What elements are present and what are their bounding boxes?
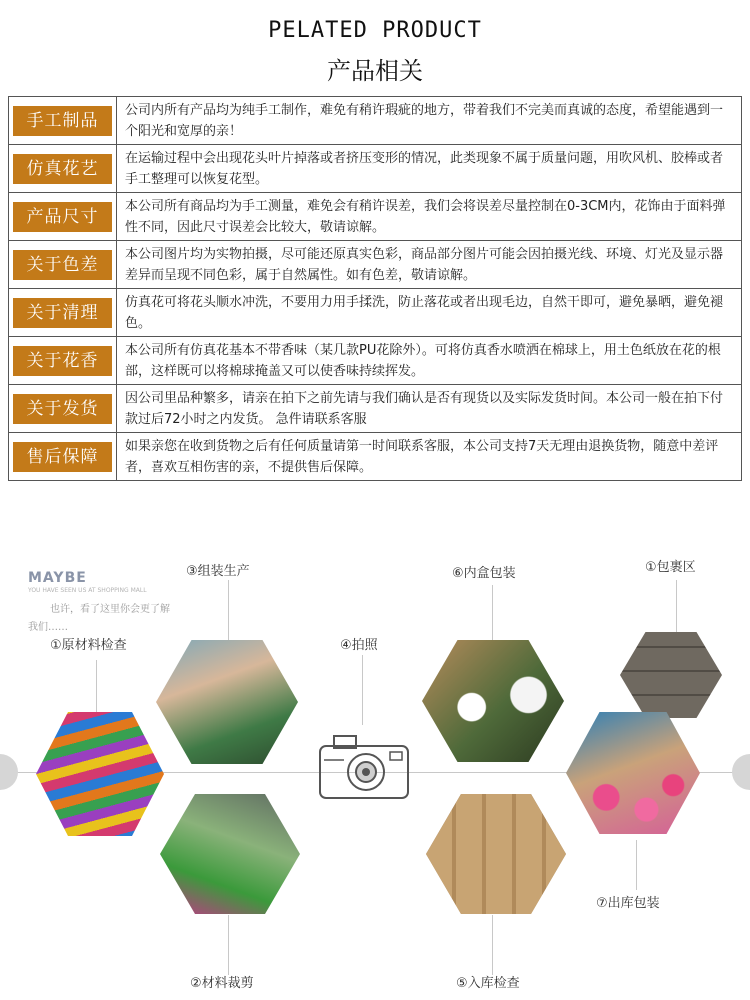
end-dot <box>732 754 750 790</box>
assembly-workers-photo <box>156 640 298 764</box>
connector-line <box>96 660 97 720</box>
connector-line <box>228 915 229 975</box>
step-label: ②材料裁剪 <box>190 976 254 991</box>
step-label: ①原材料检查 <box>50 638 127 653</box>
row-label: 仿真花艺 <box>13 154 112 184</box>
row-text: 因公司里品种繁多，请亲在拍下之前先请与我们确认是否有现货以及实际发货时间。本公司一般在拍下付款过后72小时之内发货。 急件请联系客服 <box>117 385 742 433</box>
table-row <box>9 145 742 193</box>
row-text: 本公司图片均为实物拍摄，尽可能还原真实色彩，商品部分图片可能会因拍摄光线、环境、灯光及显示器差异而呈现不同色彩，属于自然属性。如有色差，敬请谅解。 <box>117 241 742 289</box>
connector-line <box>676 580 677 640</box>
table-row <box>9 193 742 241</box>
logo-caption: 我们…… <box>28 622 68 633</box>
table-row <box>9 97 742 145</box>
connector-line <box>636 840 637 890</box>
title-english: PELATED PRODUCT <box>268 18 482 43</box>
row-text: 在运输过程中会出现花头叶片掉落或者挤压变形的情况，此类现象不属于质量问题，用吹风机、胶棒或者手工整理可以恢复花型。 <box>117 145 742 193</box>
table-row <box>9 289 742 337</box>
step-label: ⑤入库检查 <box>456 976 520 991</box>
step-label: ⑥内盒包装 <box>452 566 516 581</box>
table-row <box>9 433 742 481</box>
step-label: ⑦出库包装 <box>596 896 660 911</box>
row-label: 关于花香 <box>13 346 112 376</box>
step-label: ④拍照 <box>340 638 378 653</box>
table-row <box>9 385 742 433</box>
material-cutting-photo <box>160 794 300 914</box>
logo-text: MAYBE <box>28 570 87 586</box>
row-label: 手工制品 <box>13 106 112 136</box>
fabric-rolls-photo <box>36 712 164 836</box>
row-text: 本公司所有仿真花基本不带香味（某几款PU花除外）。可将仿真香水喷洒在棉球上，用土色纸放在花的根部，这样既可以将棉球掩盖又可以使香味持续挥发。 <box>117 337 742 385</box>
end-dot <box>0 754 18 790</box>
step-label: ①包裹区 <box>645 560 696 575</box>
process-section <box>0 540 750 1000</box>
connector-line <box>492 915 493 975</box>
outbound-packing-photo <box>566 712 700 834</box>
title-chinese: 产品相关 <box>327 57 423 85</box>
table-row <box>9 241 742 289</box>
warehouse-check-photo <box>426 794 566 914</box>
row-label: 产品尺寸 <box>13 202 112 232</box>
connector-line <box>362 655 363 725</box>
row-text: 仿真花可将花头顺水冲洗，不要用力用手揉洗，防止落花或者出现毛边，自然干即可，避免暴晒，避免褪色。 <box>117 289 742 337</box>
row-label: 售后保障 <box>13 442 112 472</box>
parcel-area-photo <box>620 632 722 718</box>
table-row <box>9 337 742 385</box>
logo-subtitle: YOU HAVE SEEN US AT SHOPPING MALL <box>28 587 147 594</box>
camera-icon <box>314 724 414 804</box>
page-header <box>0 18 750 86</box>
row-label: 关于清理 <box>13 298 112 328</box>
row-label: 关于发货 <box>13 394 112 424</box>
row-text: 本公司所有商品均为手工测量，难免会有稍许误差，我们会将误差尽量控制在0-3CM内，花饰由于面料弹性不同，因此尺寸误差会比较大，敬请谅解。 <box>117 193 742 241</box>
info-table <box>8 96 742 481</box>
logo-caption: 也许，看了这里你会更了解 <box>50 604 170 615</box>
step-label: ③组装生产 <box>186 564 250 579</box>
row-text: 公司内所有产品均为纯手工制作，难免有稍许瑕疵的地方，带着我们不完美而真诚的态度，希望能遇到一个阳光和宽厚的亲！ <box>117 97 742 145</box>
inner-box-packing-photo <box>422 640 564 762</box>
row-text: 如果亲您在收到货物之后有任何质量请第一时间联系客服，本公司支持7天无理由退换货物，随意中差评者，喜欢互相伤害的亲，不提供售后保障。 <box>117 433 742 481</box>
row-label: 关于色差 <box>13 250 112 280</box>
